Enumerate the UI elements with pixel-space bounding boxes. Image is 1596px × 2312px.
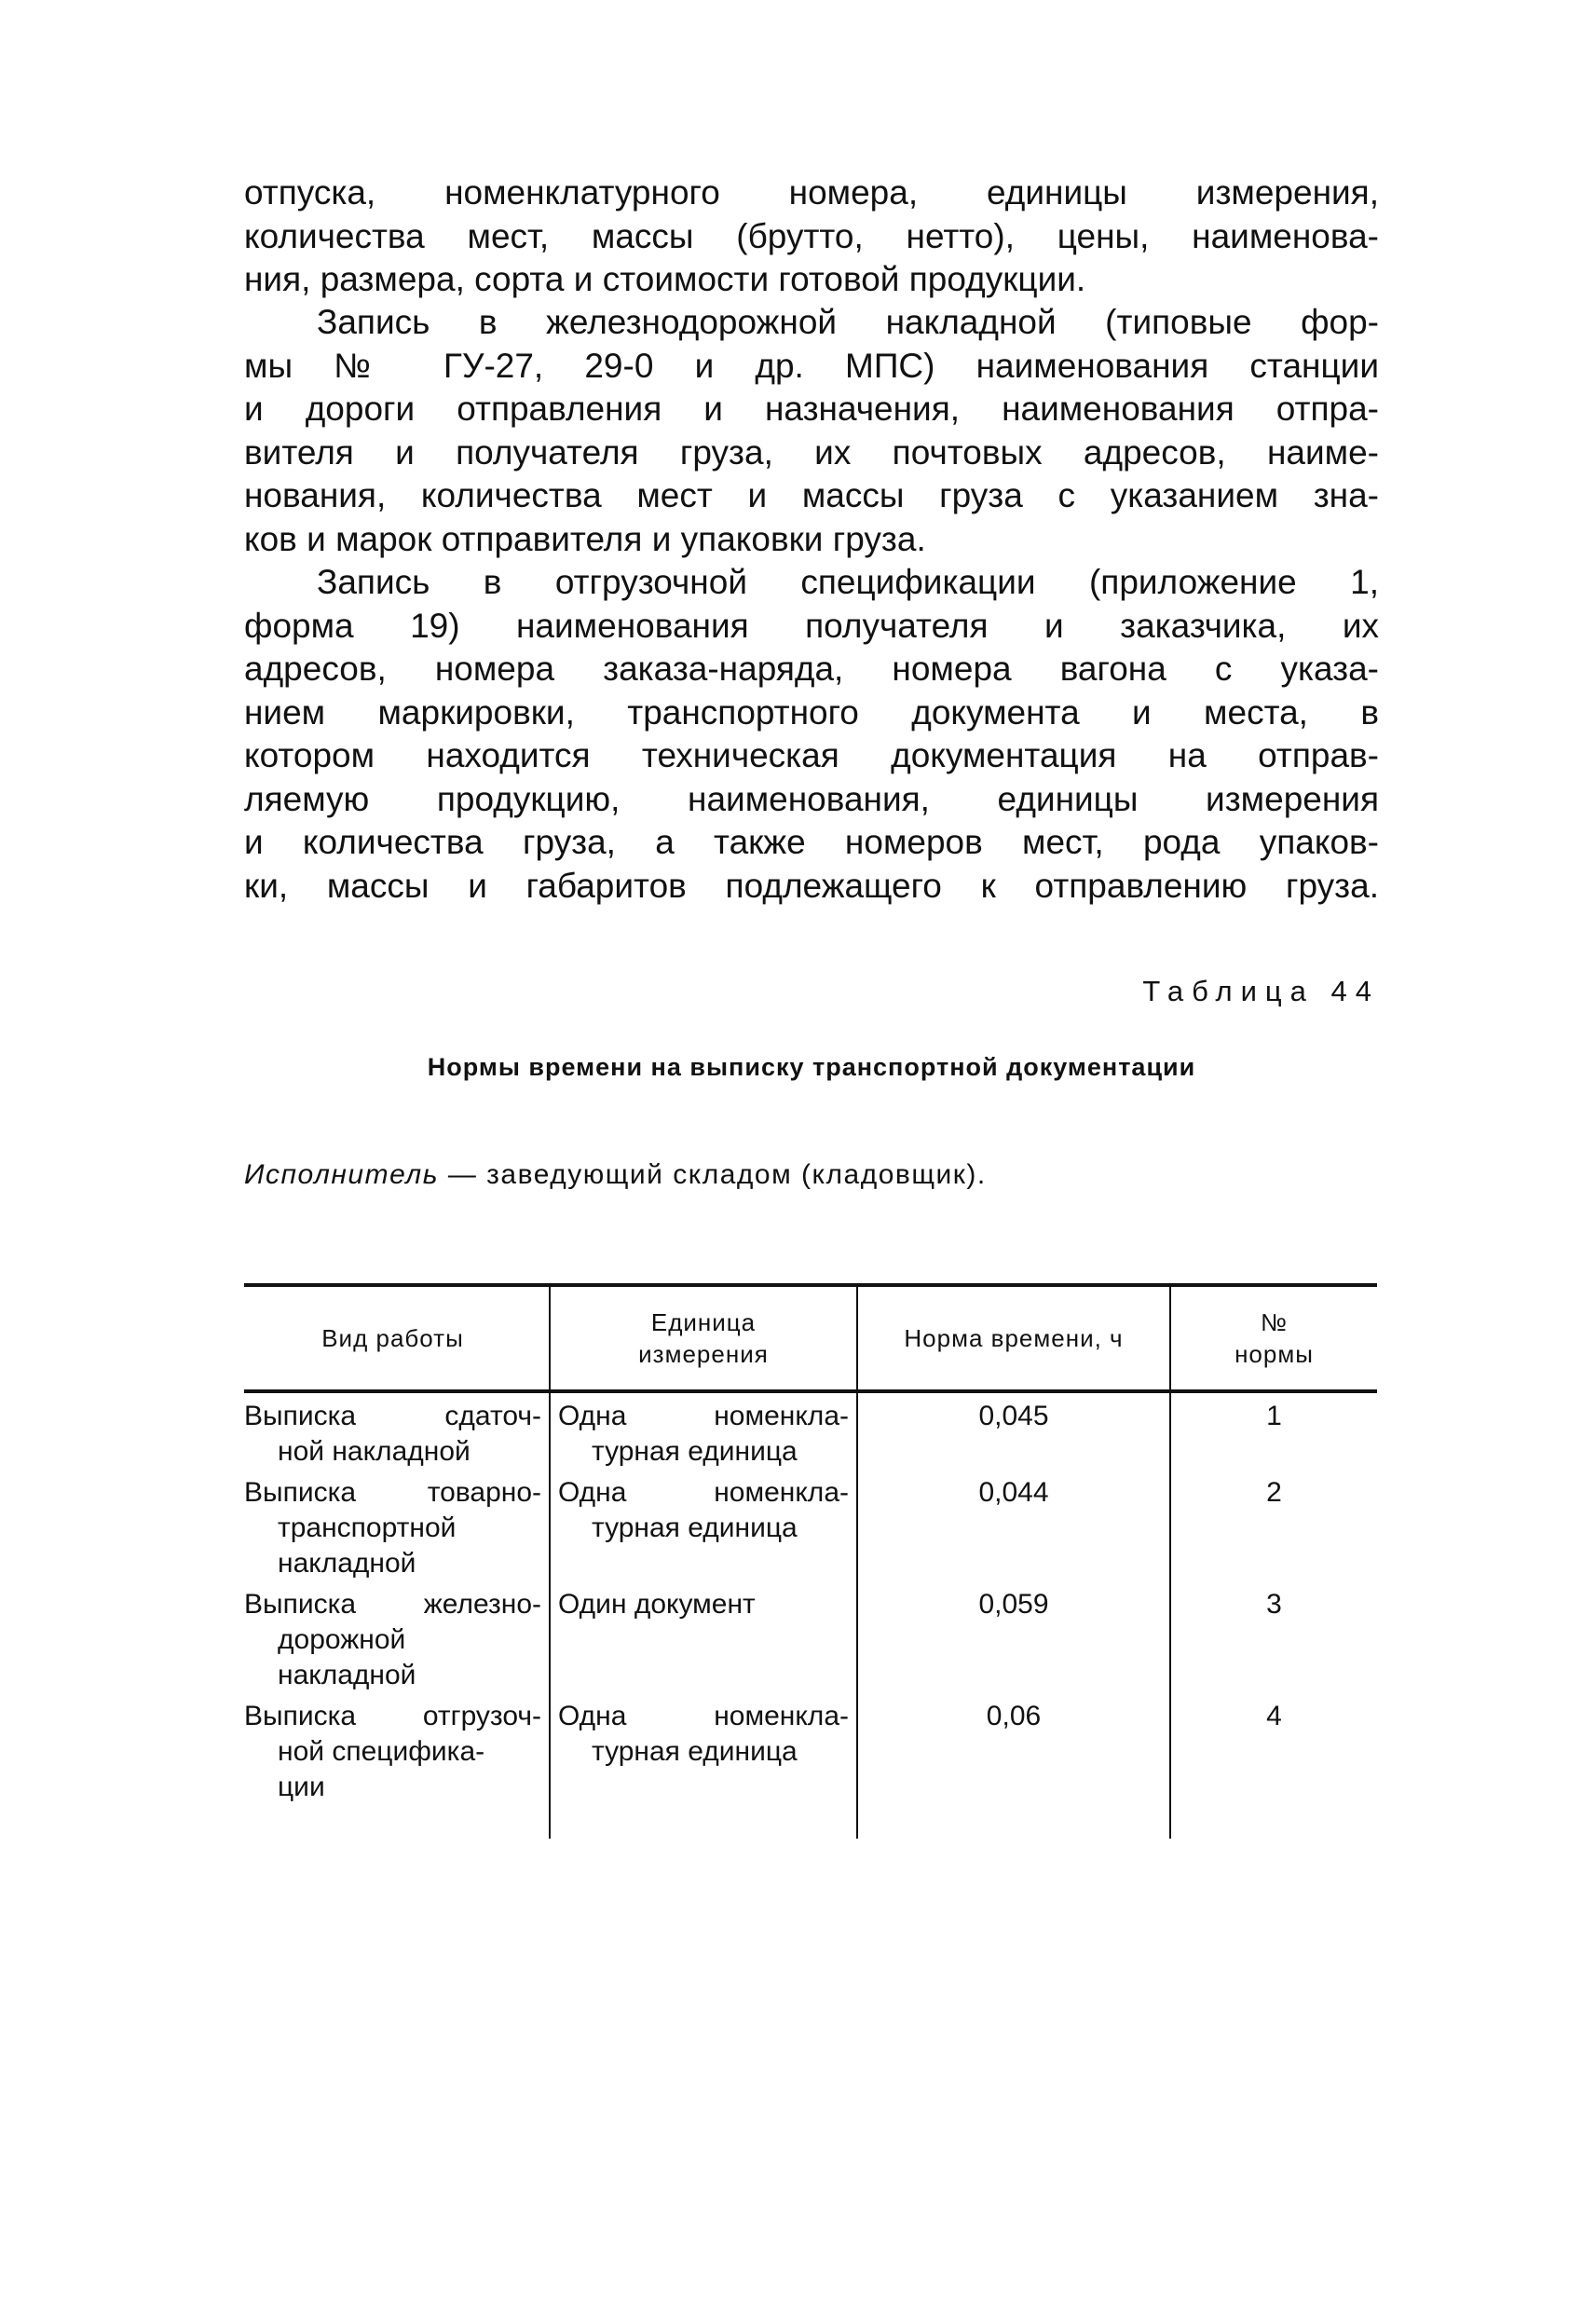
cell-line: накладной bbox=[278, 1660, 416, 1690]
table-header-row bbox=[244, 1285, 1377, 1391]
text-line: Запись в железнодорожной накладной (типовые фор- bbox=[317, 303, 1379, 341]
cell-work-type bbox=[244, 1391, 550, 1470]
table-row bbox=[244, 1391, 1377, 1470]
text-line: адресов, номера заказа-наряда, номера вагона с указа- bbox=[244, 650, 1379, 688]
cell-line: ции bbox=[278, 1772, 325, 1802]
table-caption: Таблица 44 bbox=[1142, 975, 1380, 1007]
header-work-type: Вид работы bbox=[244, 1285, 550, 1391]
cell-time-norm: 0,045 bbox=[857, 1391, 1170, 1470]
cell-work-type bbox=[244, 1470, 550, 1581]
text-line: и количества груза, а также номеров мест, рода упаков- bbox=[244, 823, 1379, 861]
text-line: ки, массы и габаритов подлежащего к отправлению груза. bbox=[244, 866, 1379, 905]
executor-line bbox=[244, 1159, 987, 1191]
text-line: количества мест, массы (брутто, нетто), цены, наименова- bbox=[244, 216, 1379, 255]
text-line: ляемую продукцию, наименования, единицы измерения bbox=[244, 779, 1379, 818]
table-title: Нормы времени на выписку транспортной документации bbox=[427, 1053, 1196, 1081]
paragraph-3 bbox=[244, 561, 1379, 908]
cell-norm-number: 3 bbox=[1170, 1581, 1377, 1693]
cell-line: Одна номенкла- bbox=[558, 1477, 849, 1508]
cell-norm-number: 1 bbox=[1170, 1391, 1377, 1470]
table-row bbox=[244, 1693, 1377, 1839]
cell-line: Одна номенкла- bbox=[558, 1701, 849, 1731]
executor-text: — заведующий складом (кладовщик). bbox=[438, 1159, 987, 1190]
cell-unit bbox=[550, 1391, 857, 1470]
text-line: мы № ГУ-27, 29-0 и др. МПС) наименования станции bbox=[244, 346, 1379, 385]
executor-label: Исполнитель bbox=[244, 1159, 439, 1190]
cell-line: Выписка железно- bbox=[244, 1589, 541, 1620]
cell-line: Один документ bbox=[558, 1589, 756, 1620]
text-line: ния, размера, сорта и стоимости готовой продукции. bbox=[244, 260, 1086, 298]
cell-line: дорожной bbox=[278, 1624, 406, 1655]
text-line: отпуска, номенклатурного номера, единицы измерения, bbox=[244, 173, 1379, 212]
cell-time-norm: 0,06 bbox=[857, 1693, 1170, 1839]
cell-norm-number: 4 bbox=[1170, 1693, 1377, 1839]
cell-time-norm: 0,044 bbox=[857, 1470, 1170, 1581]
cell-work-type bbox=[244, 1581, 550, 1693]
paragraph-2 bbox=[244, 301, 1379, 561]
header-unit: Единица измерения bbox=[550, 1285, 857, 1391]
table-row bbox=[244, 1581, 1377, 1693]
cell-line: ной специфика- bbox=[278, 1736, 485, 1767]
cell-time-norm: 0,059 bbox=[857, 1581, 1170, 1693]
text-line: нием маркировки, транспортного документа и места, в bbox=[244, 692, 1379, 732]
paragraph-1 bbox=[244, 171, 1379, 302]
norms-table bbox=[244, 1283, 1377, 1839]
cell-line: турная единица bbox=[592, 1736, 798, 1767]
cell-line: турная единица bbox=[592, 1436, 798, 1467]
cell-line: турная единица bbox=[592, 1512, 798, 1543]
header-time-norm: Норма времени, ч bbox=[857, 1285, 1170, 1391]
cell-norm-number: 2 bbox=[1170, 1470, 1377, 1581]
cell-line: Выписка отгрузоч- bbox=[244, 1701, 541, 1731]
cell-line: накладной bbox=[278, 1548, 416, 1579]
cell-work-type bbox=[244, 1693, 550, 1839]
cell-unit bbox=[550, 1470, 857, 1581]
text-line: котором находится техническая документация на отправ- bbox=[244, 736, 1379, 774]
cell-unit bbox=[550, 1693, 857, 1839]
cell-line: Выписка сдаточ- bbox=[244, 1401, 541, 1431]
table-row bbox=[244, 1470, 1377, 1581]
text-line: нования, количества мест и массы груза с указанием зна- bbox=[244, 476, 1379, 514]
text-line: и дороги отправления и назначения, наименования отпра- bbox=[244, 390, 1379, 428]
text-line: Запись в отгрузочной спецификации (приложение 1, bbox=[317, 563, 1379, 601]
cell-line: Выписка товарно- bbox=[244, 1477, 541, 1508]
cell-line: транспортной bbox=[278, 1512, 457, 1543]
cell-unit bbox=[550, 1581, 857, 1693]
cell-line: ной накладной bbox=[278, 1436, 471, 1467]
cell-line: Одна номенкла- bbox=[558, 1401, 849, 1431]
header-norm-number: № нормы bbox=[1170, 1285, 1377, 1391]
text-line: форма 19) наименования получателя и заказчика, их bbox=[244, 606, 1379, 645]
text-line: вителя и получателя груза, их почтовых адресов, наиме- bbox=[244, 432, 1379, 472]
text-line: ков и марок отправителя и упаковки груза. bbox=[244, 519, 926, 558]
